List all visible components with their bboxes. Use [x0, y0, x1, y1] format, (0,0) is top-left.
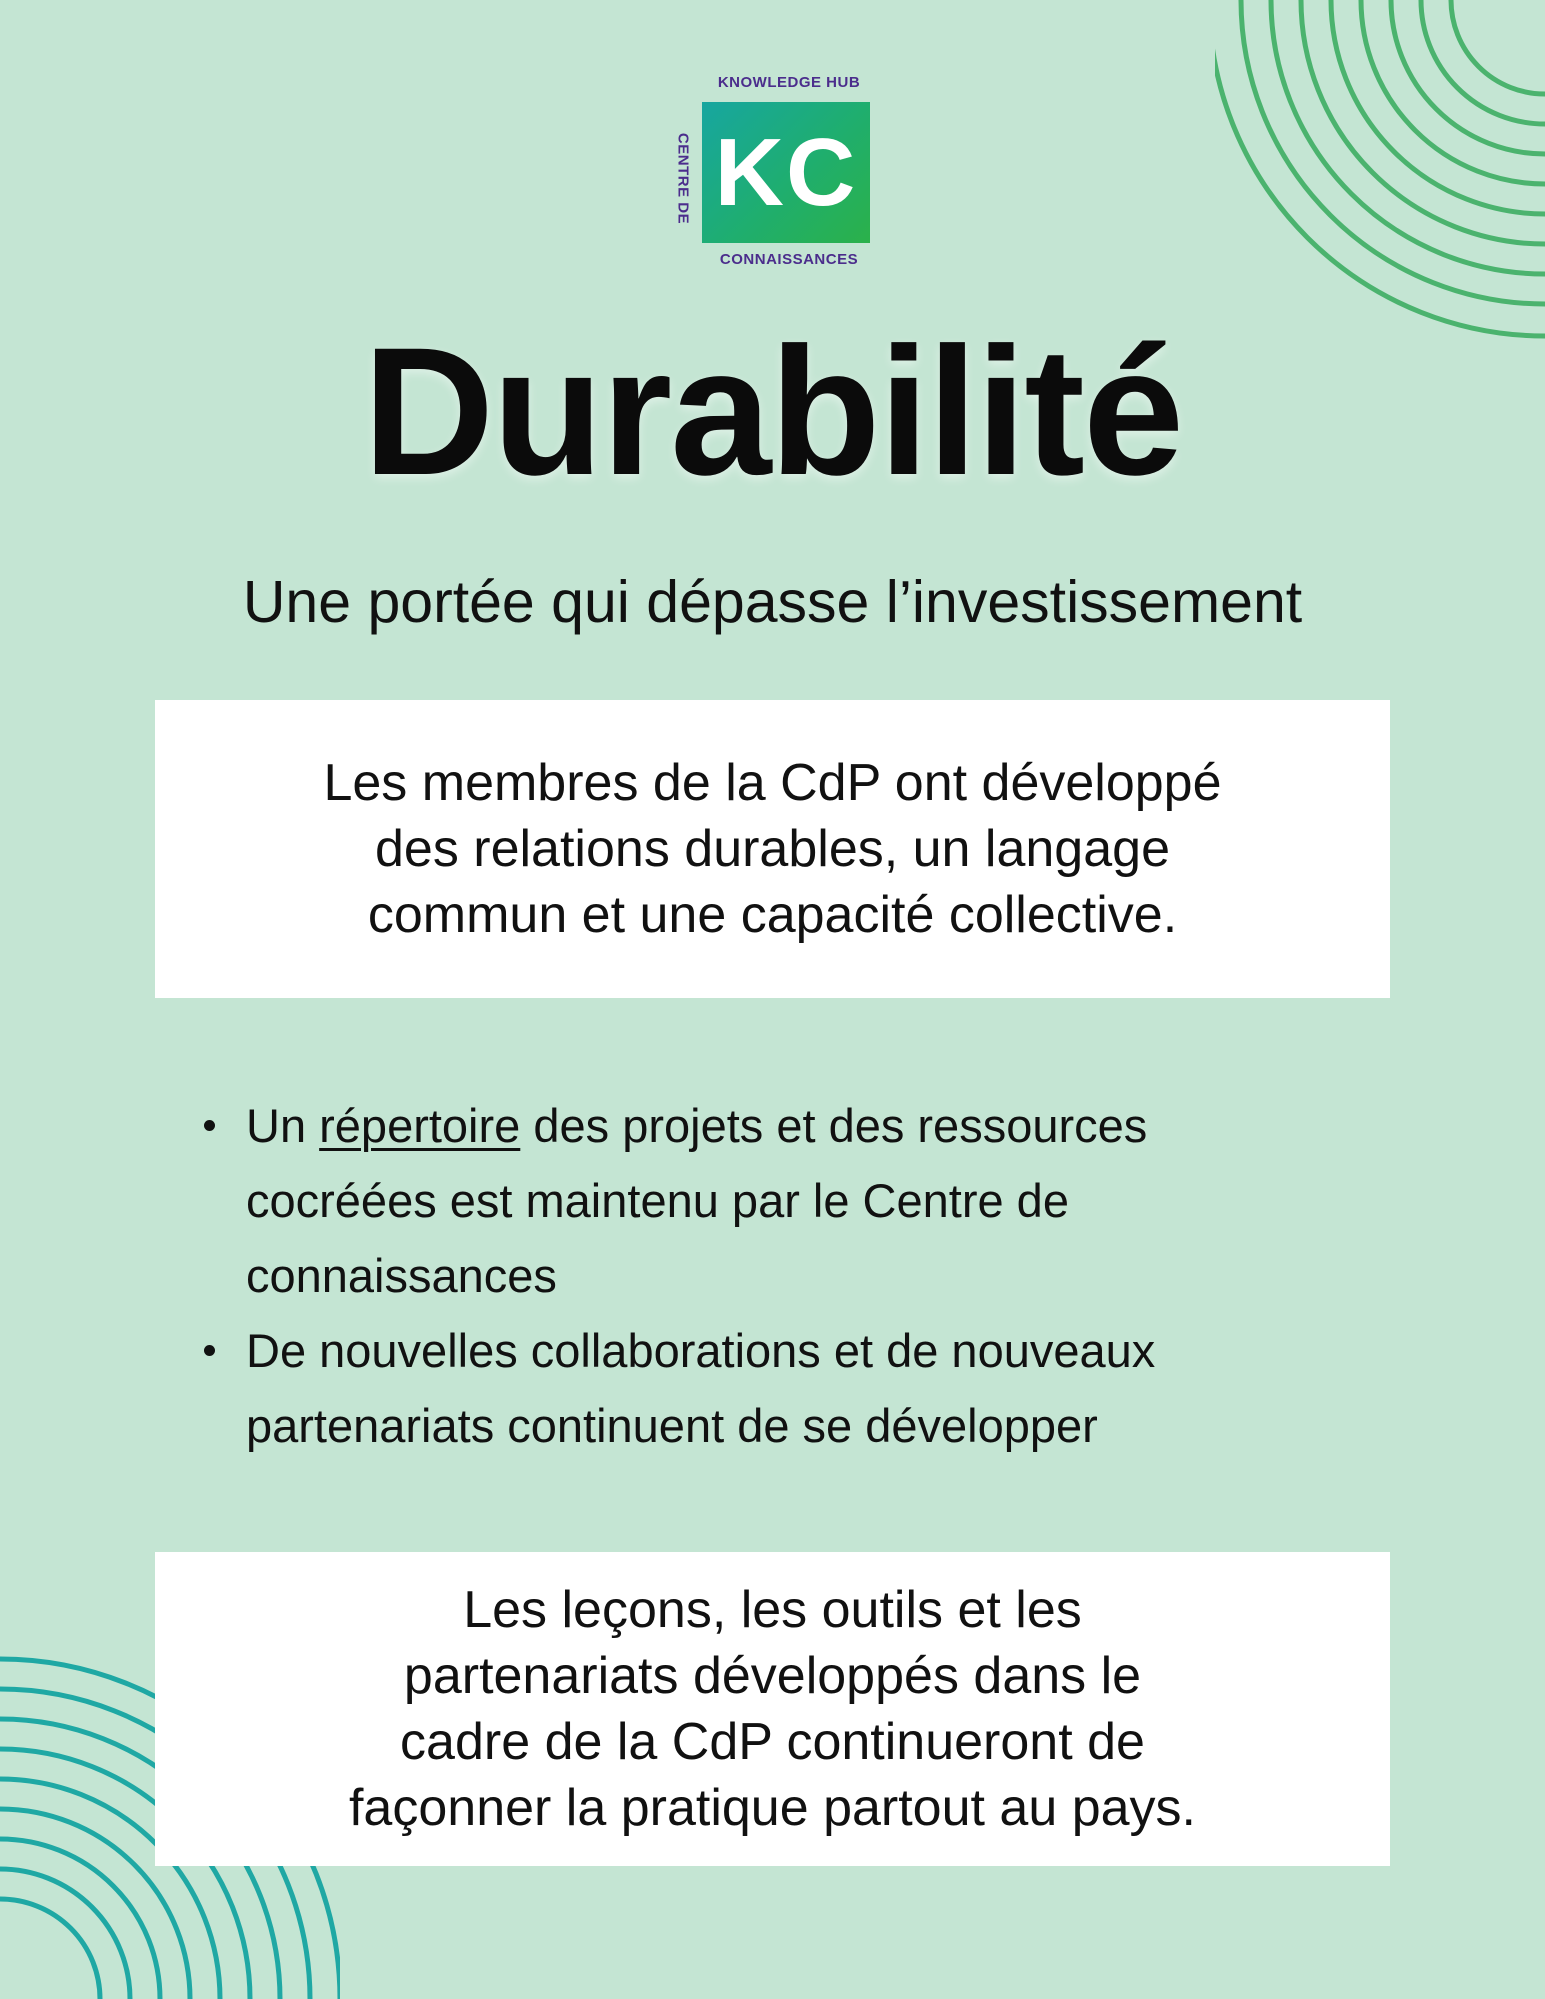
logo-kc-text: KC: [714, 118, 858, 226]
arcs-top-right-icon: [1215, 0, 1545, 360]
info-card-lessons-text: Les leçons, les outils et les partenariats développés dans le cadre de la CdP continueront de façonner la pratique partout au pays.: [348, 1580, 1196, 1838]
decorative-arcs-top-right: [1215, 0, 1545, 360]
knowledge-hub-logo: [672, 74, 876, 274]
info-card-lessons: [155, 1552, 1390, 1866]
list-item-text-before: Un: [246, 1099, 320, 1152]
page-subtitle: Une portée qui dépasse l’investissement: [242, 569, 1303, 635]
list-item: [196, 1313, 1316, 1463]
bullet-dot-icon: [204, 1345, 215, 1356]
info-card-relations-text: Les membres de la CdP ont développé des relations durables, un langage commun et une capacité collective.: [323, 753, 1222, 945]
list-item: [196, 1088, 1316, 1313]
repertoire-link[interactable]: répertoire: [319, 1099, 521, 1152]
list-item-text: De nouvelles collaborations et de nouveaux partenariats continuent de se développer: [246, 1324, 1156, 1452]
logo-bottom-text: CONNAISSANCES: [719, 251, 859, 268]
list-item-text-after: des projets et des ressources cocréées est maintenu par le Centre de connaissances: [246, 1099, 1148, 1302]
logo-top-text: KNOWLEDGE HUB: [717, 74, 861, 91]
bullet-list: [196, 1088, 1316, 1463]
bullet-dot-icon: [204, 1120, 215, 1131]
logo-side-text: CENTRE DE: [674, 132, 692, 225]
page-title: Durabilité: [362, 309, 1183, 513]
logo-box: [702, 102, 870, 243]
info-card-relations: [155, 700, 1390, 998]
